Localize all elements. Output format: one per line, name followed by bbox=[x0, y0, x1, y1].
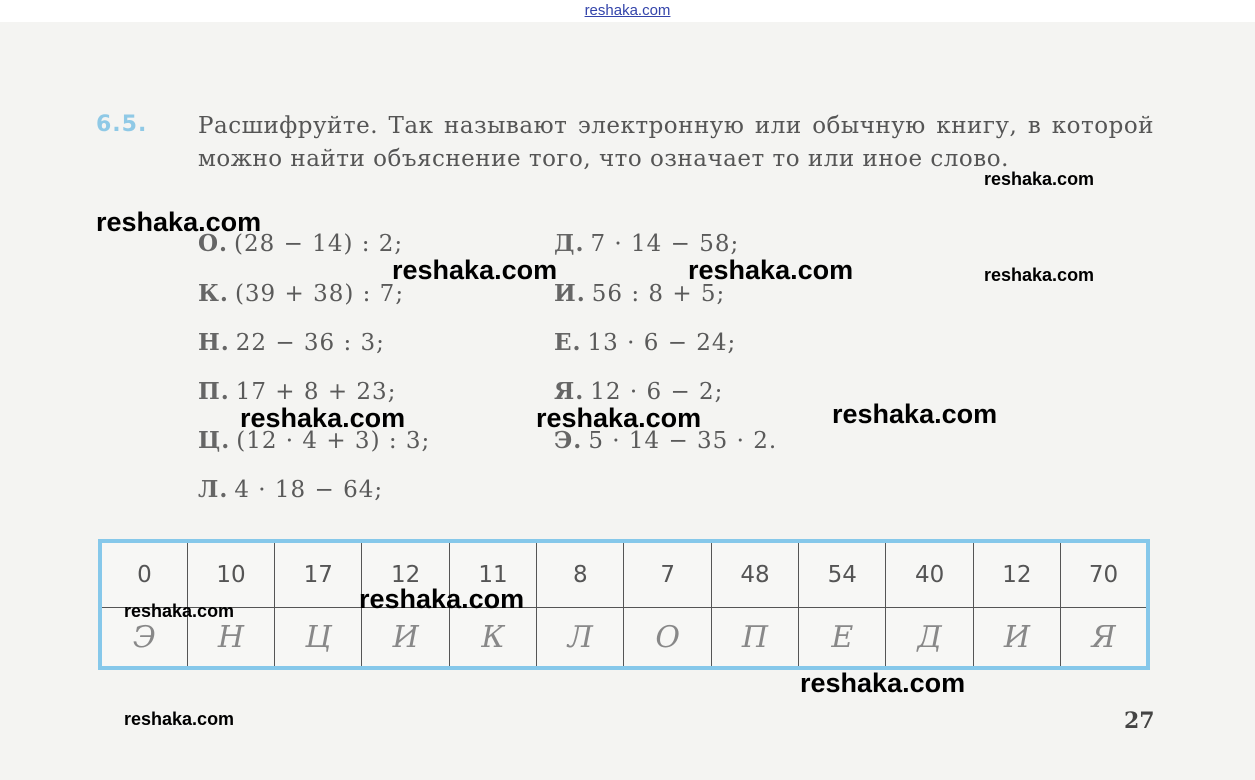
task-text: Расшифруйте. Так называют электронную или обычную книгу, в которой можно найти объяснение того, что означает то или иное слово. bbox=[198, 113, 1154, 172]
expression-letter: П. bbox=[198, 378, 230, 405]
watermark: reshaka.com bbox=[800, 668, 966, 698]
letter-cell: Я bbox=[1061, 608, 1148, 669]
expression-value: 7 · 14 − 58; bbox=[590, 231, 740, 257]
number-cell: 48 bbox=[711, 541, 798, 608]
expression-letter: Н. bbox=[198, 329, 230, 356]
expression-value: (28 − 14) : 2; bbox=[234, 231, 404, 257]
expression-ya bbox=[554, 378, 723, 405]
expression-value: 4 · 18 − 64; bbox=[234, 477, 384, 503]
expression-letter: О. bbox=[198, 230, 229, 257]
letter-cell: Э bbox=[132, 619, 156, 655]
task-number: 6.5. bbox=[96, 112, 148, 137]
letter-cell: О bbox=[624, 608, 711, 669]
letters-row bbox=[100, 608, 1148, 669]
expression-l bbox=[198, 476, 383, 503]
letter-cell: Ц bbox=[275, 608, 362, 669]
expression-e bbox=[554, 329, 736, 356]
number-cell: 7 bbox=[624, 541, 711, 608]
expression-p bbox=[198, 378, 396, 405]
watermark: reshaka.com bbox=[832, 399, 998, 429]
number-cell: 10 bbox=[187, 541, 274, 608]
site-link[interactable]: reshaka.com bbox=[584, 2, 671, 19]
expression-value: (12 · 4 + 3) : 3; bbox=[236, 428, 431, 454]
expression-value: 17 + 8 + 23; bbox=[235, 379, 397, 405]
number-cell: 8 bbox=[537, 541, 624, 608]
expression-letter: Л. bbox=[198, 476, 229, 503]
watermark: reshaka.com bbox=[984, 169, 1095, 189]
number-cell: 11 bbox=[449, 541, 536, 608]
watermark: reshaka.com bbox=[240, 403, 406, 433]
page-number: 27 bbox=[1124, 708, 1155, 734]
number-cell: 12 bbox=[362, 541, 449, 608]
watermark: reshaka.com bbox=[124, 601, 235, 621]
number-cell: 40 bbox=[886, 541, 973, 608]
expression-value: (39 + 38) : 7; bbox=[234, 281, 405, 307]
expression-letter: Э. bbox=[554, 427, 583, 454]
letter-cell: Н bbox=[187, 608, 274, 669]
watermark: reshaka.com bbox=[392, 255, 558, 285]
expression-k bbox=[198, 280, 404, 307]
watermark: reshaka.com bbox=[536, 403, 702, 433]
numbers-row bbox=[100, 541, 1148, 608]
letter-cell: И bbox=[362, 608, 449, 669]
expression-letter: Д. bbox=[554, 230, 585, 257]
letter-cell: Л bbox=[537, 608, 624, 669]
letter-cell: Е bbox=[799, 608, 886, 669]
expression-letter: Е. bbox=[554, 329, 582, 356]
watermark: reshaka.com bbox=[359, 584, 525, 614]
expression-letter: Ц. bbox=[198, 427, 231, 454]
number-cell: 70 bbox=[1061, 541, 1148, 608]
number-cell: 12 bbox=[973, 541, 1060, 608]
number-cell: 54 bbox=[799, 541, 886, 608]
expression-value: 56 : 8 + 5; bbox=[591, 281, 726, 307]
expression-value: 13 · 6 − 24; bbox=[587, 330, 737, 356]
watermark: reshaka.com bbox=[96, 207, 262, 237]
expression-value: 22 − 36 : 3; bbox=[235, 330, 385, 356]
watermark: reshaka.com bbox=[688, 255, 854, 285]
expression-value: 12 · 6 − 2; bbox=[590, 379, 724, 405]
expression-value: 5 · 14 − 35 · 2. bbox=[588, 428, 778, 454]
watermark: reshaka.com bbox=[124, 709, 235, 729]
expression-d bbox=[554, 230, 739, 257]
number-cell: 17 bbox=[275, 541, 362, 608]
watermark: reshaka.com bbox=[984, 265, 1095, 285]
letter-cell: К bbox=[449, 608, 536, 669]
expression-letter: К. bbox=[198, 280, 229, 307]
expression-letter: И. bbox=[554, 280, 586, 307]
letter-cell: П bbox=[711, 608, 798, 669]
answer-table bbox=[98, 539, 1150, 670]
letter-cell: Д bbox=[886, 608, 973, 669]
expression-n bbox=[198, 329, 385, 356]
number-cell: 0 bbox=[100, 541, 187, 608]
expression-letter: Я. bbox=[554, 378, 585, 405]
letter-cell: И bbox=[973, 608, 1060, 669]
